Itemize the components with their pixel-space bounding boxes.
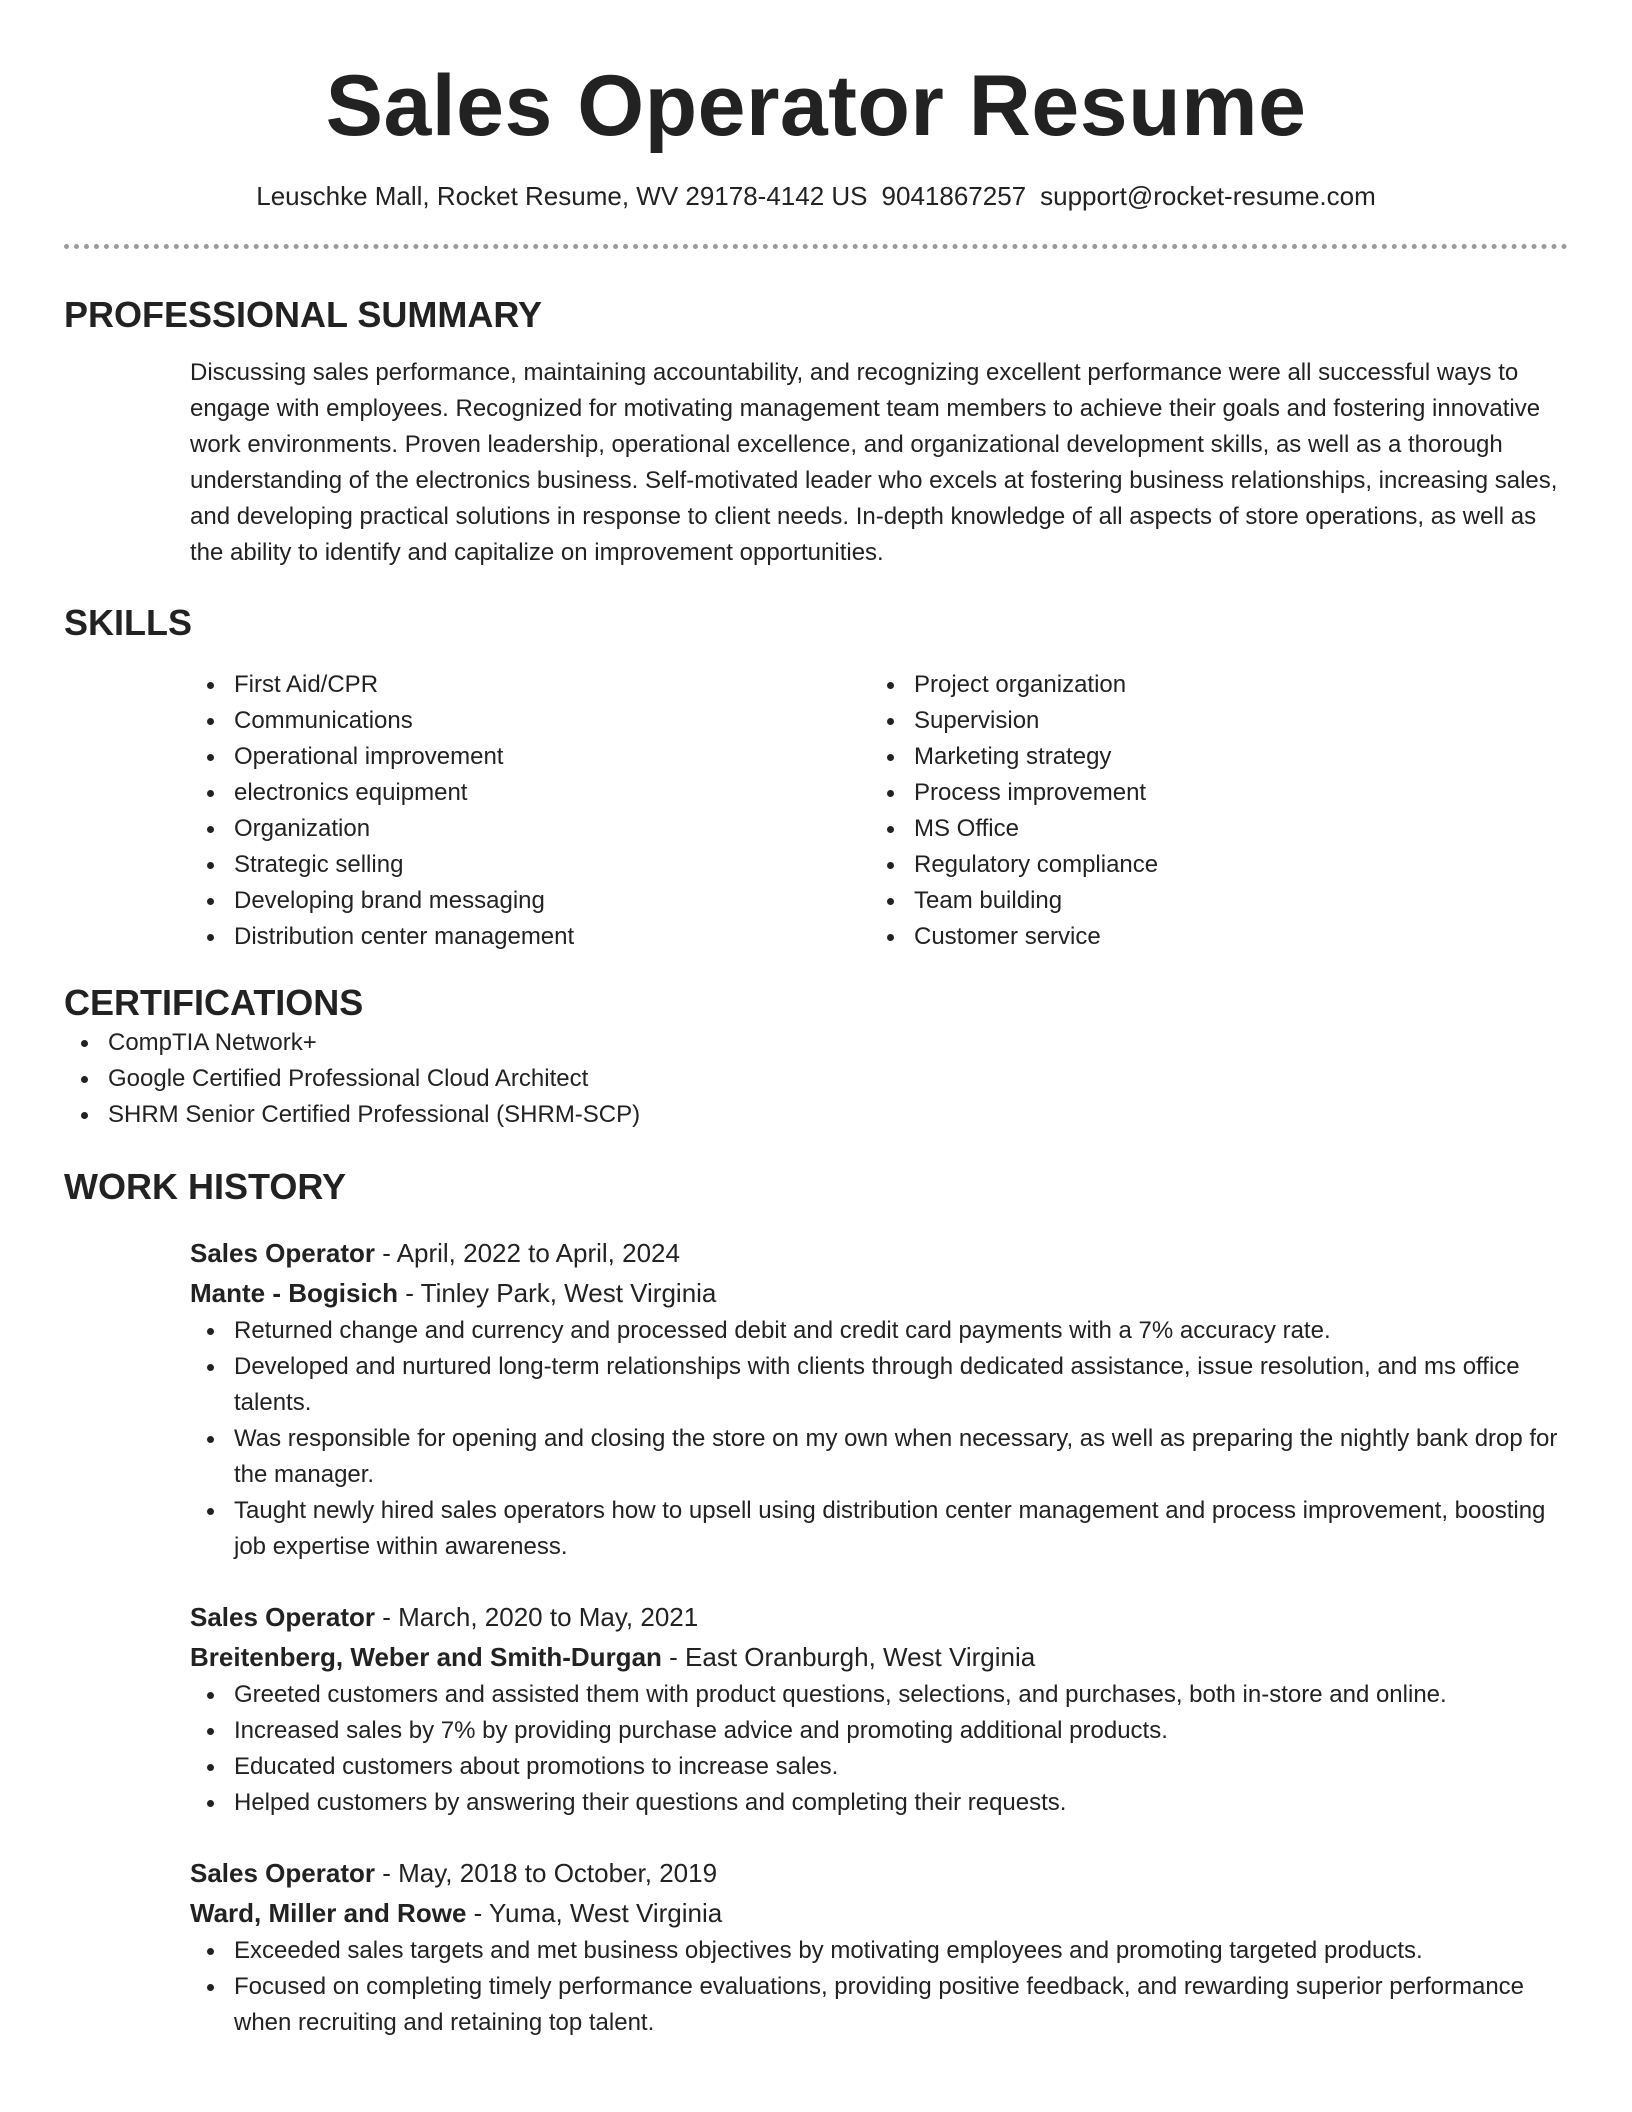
- skill-item: Communications: [234, 703, 870, 739]
- skill-item: MS Office: [914, 811, 1550, 847]
- skill-item: Team building: [914, 883, 1550, 919]
- job-company: Ward, Miller and Rowe: [190, 1898, 467, 1928]
- skill-item: Strategic selling: [234, 847, 870, 883]
- skill-item: Regulatory compliance: [914, 847, 1550, 883]
- job-bullet: Helped customers by answering their questions and completing their requests.: [234, 1785, 1568, 1821]
- skill-item: Process improvement: [914, 775, 1550, 811]
- job-location: Yuma, West Virginia: [489, 1898, 723, 1928]
- job-entry: [190, 1233, 1568, 1565]
- skills-right-column: [870, 667, 1550, 955]
- header-divider: [64, 244, 1568, 249]
- skill-item: Organization: [234, 811, 870, 847]
- job-company-line: [190, 1637, 1568, 1677]
- job-role: Sales Operator: [190, 1238, 375, 1268]
- contact-email: support@rocket-resume.com: [1040, 181, 1376, 211]
- skill-item: First Aid/CPR: [234, 667, 870, 703]
- job-title-line: [190, 1233, 1568, 1273]
- skills-heading: SKILLS: [64, 602, 193, 643]
- certifications-list: [64, 1025, 1568, 1133]
- skills-left-list: [190, 667, 870, 955]
- contact-line: [64, 180, 1568, 212]
- job-bullet: Developed and nurtured long-term relationships with clients through dedicated assistance, issue resolution, and ms office talents.: [234, 1349, 1568, 1421]
- job-bullet-list: [190, 1313, 1568, 1565]
- job-bullet: Educated customers about promotions to increase sales.: [234, 1749, 1568, 1785]
- skill-item: Supervision: [914, 703, 1550, 739]
- job-separator: -: [374, 1858, 399, 1888]
- job-bullet: Increased sales by 7% by providing purchase advice and promoting additional products.: [234, 1713, 1568, 1749]
- skill-item: Operational improvement: [234, 739, 870, 775]
- skill-item: electronics equipment: [234, 775, 870, 811]
- job-separator: -: [466, 1898, 490, 1928]
- job-separator: -: [661, 1642, 686, 1672]
- work-history-heading: WORK HISTORY: [64, 1166, 347, 1207]
- certification-item: Google Certified Professional Cloud Architect: [108, 1061, 1568, 1097]
- job-separator: -: [398, 1278, 421, 1308]
- job-bullet: Focused on completing timely performance evaluations, providing positive feedback, and rewarding superior performance when recruiting and retaining top talent.: [234, 1969, 1568, 2041]
- job-separator: -: [374, 1602, 399, 1632]
- job-role: Sales Operator: [190, 1858, 375, 1888]
- job-company: Mante - Bogisich: [190, 1278, 399, 1308]
- resume-page: [64, 0, 1568, 2041]
- certification-item: CompTIA Network+: [108, 1025, 1568, 1061]
- job-entry: [190, 1853, 1568, 2041]
- skill-item: Customer service: [914, 919, 1550, 955]
- skills-left-column: [190, 667, 870, 955]
- job-bullet-list: [190, 1677, 1568, 1821]
- job-location: Tinley Park, West Virginia: [420, 1278, 717, 1308]
- summary-text: Discussing sales performance, maintaining accountability, and recognizing excellent performance were all successful ways to engage with employees. Recognized for motivating management team members to achieve their goals and fostering innovative work environments. Proven leadership, operational excellence, and organizational development skills, as well as a thorough understanding of the electronics business. Self-motivated leader who excels at fostering business relationships, increasing sales, and developing practical solutions in response to client needs. In-depth knowledge of all aspects of store operations, as well as the ability to identify and capitalize on improvement opportunities.: [190, 359, 1558, 566]
- skills-right-list: [870, 667, 1550, 955]
- skill-item: Project organization: [914, 667, 1550, 703]
- job-dates: April, 2022 to April, 2024: [396, 1238, 680, 1268]
- job-dates: March, 2020 to May, 2021: [398, 1602, 699, 1632]
- contact-phone: 9041867257: [881, 181, 1027, 211]
- job-bullet: Exceeded sales targets and met business objectives by motivating employees and promoting targeted products.: [234, 1933, 1568, 1969]
- summary-heading: PROFESSIONAL SUMMARY: [64, 294, 543, 335]
- job-role: Sales Operator: [190, 1602, 375, 1632]
- job-company-line: [190, 1893, 1568, 1933]
- job-title-line: [190, 1597, 1568, 1637]
- contact-address: Leuschke Mall, Rocket Resume, WV 29178-4142 US: [256, 181, 868, 211]
- certifications-heading: CERTIFICATIONS: [64, 982, 364, 1023]
- job-entry: [190, 1597, 1568, 1821]
- job-bullet-list: [190, 1933, 1568, 2041]
- job-separator: -: [374, 1238, 397, 1268]
- job-bullet: Taught newly hired sales operators how to upsell using distribution center management and process improvement, boosting job expertise within awareness.: [234, 1493, 1568, 1565]
- job-location: East Oranburgh, West Virginia: [685, 1642, 1036, 1672]
- resume-title: Sales Operator Resume: [325, 58, 1307, 154]
- skills-columns: [190, 667, 1568, 955]
- job-company-line: [190, 1273, 1568, 1313]
- job-company: Breitenberg, Weber and Smith-Durgan: [190, 1642, 662, 1672]
- skill-item: Marketing strategy: [914, 739, 1550, 775]
- skill-item: Distribution center management: [234, 919, 870, 955]
- job-bullet: Was responsible for opening and closing the store on my own when necessary, as well as preparing the nightly bank drop for the manager.: [234, 1421, 1568, 1493]
- job-bullet: Returned change and currency and processed debit and credit card payments with a 7% accuracy rate.: [234, 1313, 1568, 1349]
- job-title-line: [190, 1853, 1568, 1893]
- certification-item: SHRM Senior Certified Professional (SHRM-SCP): [108, 1097, 1568, 1133]
- job-bullet: Greeted customers and assisted them with product questions, selections, and purchases, both in-store and online.: [234, 1677, 1568, 1713]
- job-dates: May, 2018 to October, 2019: [398, 1858, 718, 1888]
- skill-item: Developing brand messaging: [234, 883, 870, 919]
